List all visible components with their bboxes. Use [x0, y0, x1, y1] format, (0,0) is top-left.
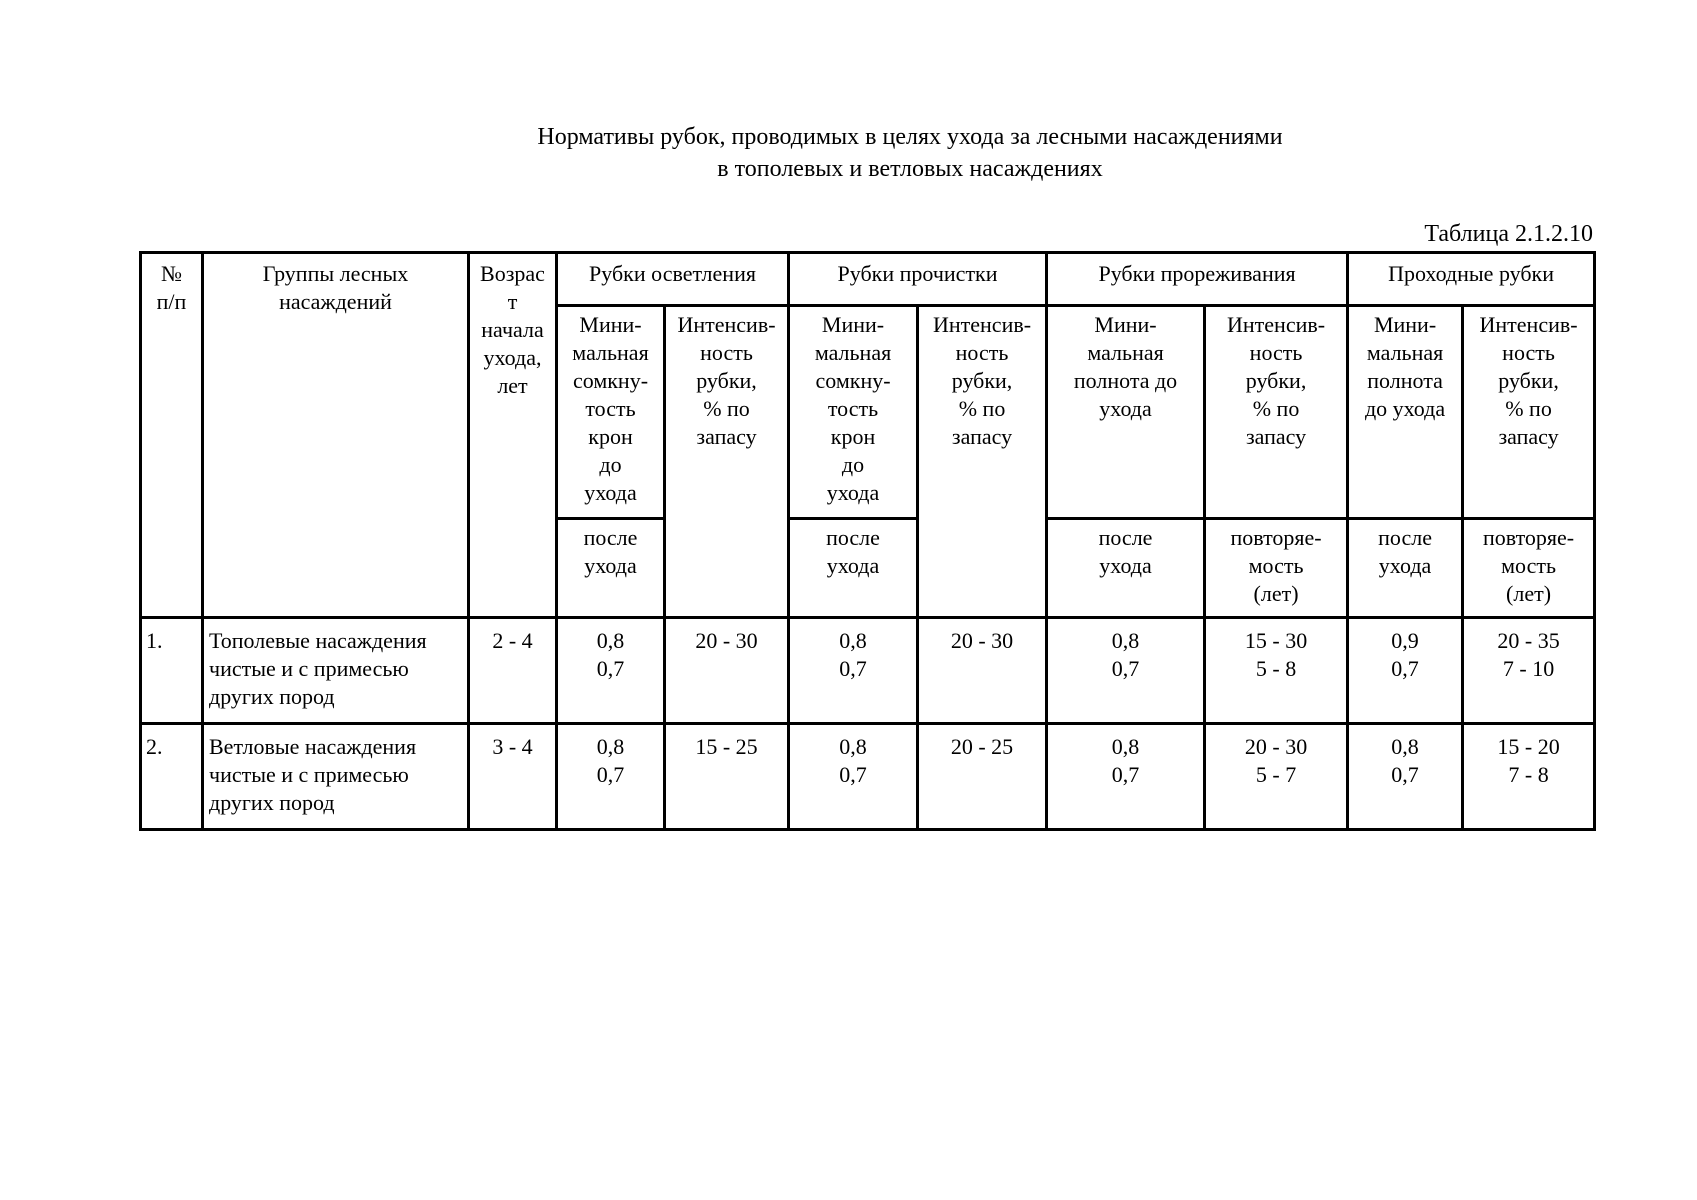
header-num: № п/п: [141, 253, 203, 618]
header-pkh-min-fullness: Мини- мальная полнота до ухода: [1348, 306, 1463, 519]
document-title: [470, 121, 1350, 185]
header-pkh-repeat: повторяе- мость (лет): [1463, 519, 1595, 618]
row-group: Ветловые насаждения чистые и с примесью других пород: [203, 724, 469, 830]
table-label: Таблица 2.1.2.10: [1424, 221, 1593, 247]
header-row-1: [141, 253, 1595, 306]
header-prorezhivanie: Рубки прореживания: [1047, 253, 1348, 306]
title-line-1: Нормативы рубок, проводимых в целях ухода за лесными насаждениями: [537, 124, 1283, 150]
row-osv-min: 0,8 0,7: [557, 618, 665, 724]
header-osvetlenie: Рубки осветления: [557, 253, 789, 306]
norms-table: [139, 251, 1596, 831]
header-prr-min-fullness: Мини- мальная полнота до ухода: [1047, 306, 1205, 519]
header-prokhodnye: Проходные рубки: [1348, 253, 1595, 306]
row-pro-min: 0,8 0,7: [789, 618, 918, 724]
header-pro-intensity: Интенсив- ность рубки, % по запасу: [918, 306, 1047, 618]
row-age: 2 - 4: [469, 618, 557, 724]
header-osv-intensity: Интенсив- ность рубки, % по запасу: [665, 306, 789, 618]
table-row: [141, 618, 1595, 724]
row-age: 3 - 4: [469, 724, 557, 830]
header-prr-after: после ухода: [1047, 519, 1205, 618]
header-prr-intensity: Интенсив- ность рубки, % по запасу: [1205, 306, 1348, 519]
row-pro-int: 20 - 30: [918, 618, 1047, 724]
header-osv-after: после ухода: [557, 519, 665, 618]
row-prr-min: 0,8 0,7: [1047, 618, 1205, 724]
row-pkh-int: 20 - 35 7 - 10: [1463, 618, 1595, 724]
row-num: 2.: [141, 724, 203, 830]
row-osv-int: 20 - 30: [665, 618, 789, 724]
header-prr-repeat: повторяе- мость (лет): [1205, 519, 1348, 618]
row-prr-int: 15 - 30 5 - 8: [1205, 618, 1348, 724]
row-osv-min: 0,8 0,7: [557, 724, 665, 830]
row-pkh-min: 0,8 0,7: [1348, 724, 1463, 830]
row-pro-int: 20 - 25: [918, 724, 1047, 830]
row-prr-int: 20 - 30 5 - 7: [1205, 724, 1348, 830]
row-num: 1.: [141, 618, 203, 724]
row-osv-int: 15 - 25: [665, 724, 789, 830]
header-pkh-after: после ухода: [1348, 519, 1463, 618]
row-pkh-int: 15 - 20 7 - 8: [1463, 724, 1595, 830]
header-pro-min-closure: Мини- мальная сомкну- тость крон до ухода: [789, 306, 918, 519]
header-age: Возрас т начала ухода, лет: [469, 253, 557, 618]
header-pro-after: после ухода: [789, 519, 918, 618]
header-groups: Группы лесных насаждений: [203, 253, 469, 618]
header-prochistka: Рубки прочистки: [789, 253, 1047, 306]
header-osv-min-closure: Мини- мальная сомкну- тость крон до ухода: [557, 306, 665, 519]
header-pkh-intensity: Интенсив- ность рубки, % по запасу: [1463, 306, 1595, 519]
row-pkh-min: 0,9 0,7: [1348, 618, 1463, 724]
row-group: Тополевые насаждения чистые и с примесью других пород: [203, 618, 469, 724]
row-prr-min: 0,8 0,7: [1047, 724, 1205, 830]
table-row: [141, 724, 1595, 830]
title-line-2: в тополевых и ветловых насаждениях: [717, 156, 1103, 182]
row-pro-min: 0,8 0,7: [789, 724, 918, 830]
